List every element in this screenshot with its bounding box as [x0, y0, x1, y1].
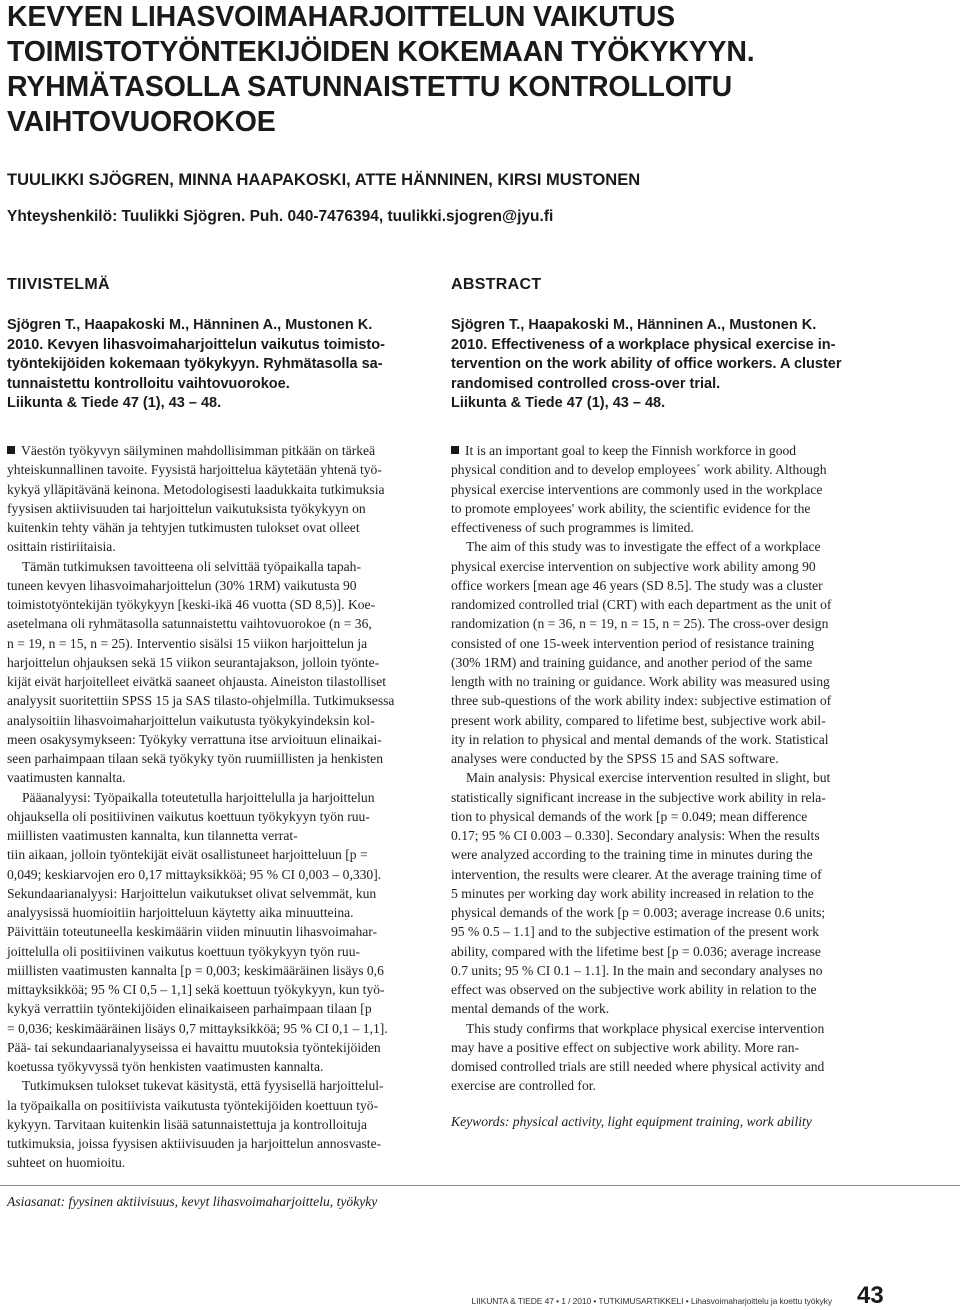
- text-line-content: kykyyn. Tarvitaan kuitenkin lisää satunnaistettuja ja kontrolloituja: [7, 1116, 368, 1132]
- text-line: [451, 672, 881, 691]
- text-line-content: physical condition and to develop employees´ work ability. Although: [451, 462, 827, 478]
- english-keywords: Keywords: physical activity, light equipment training, work ability: [451, 1114, 812, 1129]
- text-line: [7, 595, 439, 614]
- text-line: [451, 441, 881, 460]
- text-line-content: yhteiskunnallinen tavoite. Fyysistä harjoittelua käytetään yhtenä työ-: [7, 462, 382, 478]
- text-line: [451, 1057, 881, 1076]
- text-line: [7, 768, 439, 787]
- abstract-paragraph: [7, 788, 439, 1077]
- text-line-content: effect was observed on the subjective work ability in relation to the: [451, 982, 817, 997]
- text-line: [7, 730, 439, 749]
- text-line-content: Pää- tai sekundaarianalyyseissa ei havaittu muutoksia työntekijöiden: [7, 1039, 381, 1055]
- title-line: TOIMISTOTYÖNTEKIJÖIDEN KOKEMAAN TYÖKYKYYN.: [7, 36, 755, 68]
- finnish-citation: [7, 316, 439, 414]
- citation-line: Sjögren T., Haapakoski M., Hänninen A., Mustonen K.: [7, 317, 373, 333]
- text-line-content: Tämän tutkimuksen tavoitteena oli selvittää työpaikalla tapah-: [22, 558, 361, 574]
- text-line-content: toimistotyöntekijän työkykyyn [keski-ikä 46 vuotta (SD 8,5)]. Koe-: [7, 597, 376, 612]
- text-line: [7, 903, 439, 922]
- text-line-content: osittain ristiriitaisia.: [7, 539, 116, 555]
- text-line: [7, 691, 439, 710]
- text-line: [7, 711, 439, 730]
- text-line-content: randomized controlled trial (CRT) with each department as the unit of: [451, 597, 832, 612]
- text-line-content: statistically significant increase in the subjective work ability in rela-: [451, 789, 826, 805]
- text-line: [451, 518, 881, 537]
- text-line: [451, 826, 881, 845]
- text-line-content: analyysissä huomioitiin harjoitteluun käytetty aika minuutteina.: [7, 905, 354, 920]
- text-line-content: domised controlled trials are still needed where physical activity and: [451, 1059, 825, 1074]
- text-line-content: meen osakysymykseen: Työkyky verrattuna itse arvioituun elinaikai-: [7, 731, 382, 747]
- text-line-content: Pääanalyysi: Työpaikalla toteutetulla harjoittelulla ja harjoittelun: [22, 789, 375, 805]
- text-line: [7, 614, 439, 633]
- abstract-paragraph: [451, 537, 881, 768]
- citation-line: Liikunta & Tiede 47 (1), 43 – 48.: [7, 395, 222, 412]
- abstract-heading: ABSTRACT: [451, 276, 542, 293]
- text-line: [7, 441, 439, 460]
- text-line: [451, 903, 881, 922]
- text-line: [451, 845, 881, 864]
- text-line-content: kykyä ylläpitävänä keinona. Metodologisesti laadukkaita tutkimuksia: [7, 481, 385, 497]
- text-line: [451, 730, 881, 749]
- text-line-content: exercise are controlled for.: [451, 1078, 596, 1094]
- text-line-content: koetussa työkyvyssä työn henkisten vaatimusten kannalta.: [7, 1059, 324, 1074]
- citation-line: randomised controlled cross-over trial.: [451, 375, 721, 392]
- tiivistelma-heading: TIIVISTELMÄ: [7, 276, 110, 293]
- text-line-content: tiin aikaan, jolloin työntekijät eivät osallistuneet harjoitteluun [p =: [7, 847, 368, 863]
- text-line-content: ohjauksella oli positiivinen vaikutus koettuun työkykyyn työn ruu-: [7, 808, 370, 824]
- text-line-content: The aim of this study was to investigate the effect of a workplace: [466, 539, 821, 555]
- text-line-content: asetelmana oli ryhmätasolla satunnaistettu vaihtovuorokoe (n = 36,: [7, 616, 372, 632]
- finnish-abstract-body: [7, 441, 439, 1173]
- text-line: [7, 518, 439, 537]
- text-line-content: kijät eivät harjoitelleet eivätkä saaneet ohjausta. Aineiston tilastolliset: [7, 674, 386, 689]
- contact-info: Yhteyshenkilö: Tuulikki Sjögren. Puh. 040-7476394, tuulikki.sjogren@jyu.fi: [7, 208, 554, 225]
- text-line: [451, 788, 881, 807]
- text-line: [451, 999, 881, 1018]
- text-line-content: effectiveness of such programmes is limited.: [451, 520, 694, 535]
- text-line: [451, 595, 881, 614]
- text-line-content: tion to physical demands of the work [p = 0.049; mean difference: [451, 808, 808, 824]
- text-line-content: miillisten vaatimusten kannalta [p = 0,003; keskimääräinen lisäys 0,6: [7, 962, 384, 978]
- text-line: [7, 980, 439, 999]
- text-line: [7, 845, 439, 864]
- text-line: [7, 653, 439, 672]
- text-line-content: Main analysis: Physical exercise intervention resulted in slight, but: [466, 770, 831, 786]
- text-line-content: mittayksikköä; 95 % CI 0,5 – 1,1] sekä koettuun työkykyyn, kun työ-: [7, 982, 385, 997]
- text-line: [451, 807, 881, 826]
- text-line: [7, 1096, 439, 1115]
- text-line-content: Tutkimuksen tulokset tukevat käsitystä, että fyysisellä harjoittelul-: [22, 1078, 384, 1094]
- text-line: [451, 499, 881, 518]
- text-line: [7, 537, 439, 556]
- text-line: [7, 1057, 439, 1076]
- text-line-content: physical demands of the work [p = 0.003; average increase 0.6 units;: [451, 905, 826, 920]
- text-line-content: 0.7 units; 95 % CI 0.1 – 1.1]. In the main and secondary analyses no: [451, 962, 823, 978]
- text-line-content: randomization (n = 36, n = 19, n = 15, n = 25). The cross-over design: [451, 616, 829, 632]
- text-line-content: ability, compared with the lifetime best [p = 0.036; average increase: [451, 943, 821, 959]
- text-line-content: tuneen kevyen lihasvoimaharjoittelun (30% 1RM) vaikutusta 90: [7, 577, 357, 593]
- text-line-content: 0.17; 95 % CI 0.003 – 0.330]. Secondary analysis: When the results: [451, 828, 820, 843]
- text-line-content: kykyä verrattiin työntekijöiden elinaikaiseen parhaimpaan tilaan [p: [7, 1001, 372, 1017]
- text-line-content: to promote employees' work ability, the scientific evidence for the: [451, 500, 811, 516]
- text-line-content: analyysit suoritettiin SPSS 15 ja SAS tilasto-ohjelmilla. Tutkimuksessa: [7, 693, 395, 709]
- text-line: [451, 460, 881, 479]
- text-line-content: kuitenkin tehty vähän ja tehtyjen tutkimusten tulokset ovat olleet: [7, 520, 360, 535]
- text-line: [451, 691, 881, 710]
- text-line: [7, 460, 439, 479]
- text-line-content: consisted of one 15-week intervention period of resistance training: [451, 635, 815, 651]
- text-line-content: Väestön työkyvyn säilyminen mahdollisimman pitkään on tärkeä: [21, 443, 376, 458]
- text-line-content: physical exercise interventions are commonly used in the workplace: [451, 481, 823, 497]
- author-list: TUULIKKI SJÖGREN, MINNA HAAPAKOSKI, ATTE HÄNNINEN, KIRSI MUSTONEN: [7, 171, 641, 189]
- text-line-content: It is an important goal to keep the Finnish workforce in good: [465, 443, 797, 458]
- text-line: [451, 1076, 881, 1095]
- text-line-content: Päivittäin toteutuneella keskimäärin viiden minuutin lihasvoimahar-: [7, 924, 378, 940]
- text-line: [451, 980, 881, 999]
- title-line: RYHMÄTASOLLA SATUNNAISTETTU KONTROLLOITU: [7, 71, 733, 103]
- text-line: [7, 999, 439, 1018]
- text-line: [451, 557, 881, 576]
- abstract-paragraph: [7, 557, 439, 788]
- text-line-content: Sekundaarianalyysi: Harjoittelun vaikutukset olivat selvemmät, kun: [7, 885, 377, 901]
- article-title: [7, 0, 947, 140]
- english-citation: [451, 316, 881, 414]
- text-line-content: length with no training or guidance. Work ability was measured using: [451, 674, 830, 689]
- title-line: VAIHTOVUOROKOE: [7, 106, 276, 138]
- text-line-content: three sub-questions of the work ability index: subjective estimation of: [451, 693, 832, 709]
- abstract-paragraph: [7, 1076, 439, 1172]
- text-line: [451, 884, 881, 903]
- english-abstract-body: [451, 441, 881, 1096]
- page-number: 43: [857, 1282, 884, 1309]
- text-line: [7, 826, 439, 845]
- text-line: [451, 537, 881, 556]
- text-line: [451, 749, 881, 768]
- text-line-content: intervention, the results were clearer. At the average training time of: [451, 866, 822, 882]
- text-line-content: 0,049; keskiarvojen ero 0,17 mittayksikköä; 95 % CI 0,003 – 0,330].: [7, 866, 382, 882]
- text-line: [451, 634, 881, 653]
- text-line-content: physical exercise intervention on subjective work ability among 90: [451, 558, 816, 574]
- citation-line: tervention on the work ability of office workers. A cluster: [451, 356, 842, 373]
- text-line: [7, 884, 439, 903]
- text-line: [7, 499, 439, 518]
- text-line-content: seen parhaimpaan tilaan sekä työkyky työn ruumiillisten ja henkisten: [7, 751, 383, 766]
- text-line: [451, 1019, 881, 1038]
- section-bullet-icon: [7, 446, 15, 454]
- text-line: [7, 961, 439, 980]
- text-line-content: analysoitiin lihasvoimaharjoittelun vaikutusta työkykyindeksin kol-: [7, 712, 375, 728]
- text-line: [7, 788, 439, 807]
- text-line-content: joittelulla oli positiivinen vaikutus koettuun työkykyyn työn ruu-: [7, 943, 361, 959]
- footer-divider: [0, 1185, 960, 1186]
- text-line-content: 5 minutes per working day work ability increased in relation to the: [451, 885, 814, 901]
- text-line-content: mental demands of the work.: [451, 1001, 610, 1017]
- text-line: [7, 1019, 439, 1038]
- text-line: [451, 961, 881, 980]
- text-line: [7, 480, 439, 499]
- text-line-content: analyses were conducted by the SPSS 15 and SAS software.: [451, 751, 779, 766]
- text-line: [451, 576, 881, 595]
- text-line-content: ity in relation to physical and mental demands of the work. Statistical: [451, 731, 829, 747]
- text-line: [451, 865, 881, 884]
- text-line: [7, 922, 439, 941]
- text-line: [7, 865, 439, 884]
- text-line-content: This study confirms that workplace physical exercise intervention: [466, 1020, 825, 1036]
- text-line-content: office workers [mean age 46 years (SD 8.5]. The study was a cluster: [451, 577, 823, 593]
- text-line-content: miillisten vaatimusten kannalta, kun tilannetta verrat-: [7, 828, 298, 843]
- text-line-content: harjoittelun ohjauksen sekä 15 viikon seurantajakson, jolloin työnte-: [7, 654, 380, 670]
- text-line-content: tutkimuksia, joissa fyysisen aktiivisuuden ja harjoittelun annosvaste-: [7, 1136, 382, 1151]
- text-line: [451, 480, 881, 499]
- text-line: [451, 614, 881, 633]
- text-line: [7, 1038, 439, 1057]
- text-line-content: 95 % 0.5 – 1.1] and to the subjective estimation of the present work: [451, 924, 820, 940]
- text-line: [451, 922, 881, 941]
- text-line: [451, 768, 881, 787]
- citation-line: 2010. Kevyen lihasvoimaharjoittelun vaikutus toimisto-: [7, 336, 385, 353]
- finnish-keywords: Asiasanat: fyysinen aktiivisuus, kevyt lihasvoimaharjoittelu, työkyky: [7, 1194, 378, 1209]
- text-line: [7, 1115, 439, 1134]
- text-line-content: were analyzed according to the training time in minutes during the: [451, 847, 813, 863]
- citation-line: Sjögren T., Haapakoski M., Hänninen A., Mustonen K.: [451, 317, 817, 333]
- text-line: [7, 634, 439, 653]
- text-line-content: may have a positive effect on subjective work ability. More ran-: [451, 1039, 800, 1055]
- text-line: [451, 711, 881, 730]
- text-line: [7, 557, 439, 576]
- text-line-content: la työpaikalla on positiivista vaikutusta työntekijöiden koettuun työ-: [7, 1097, 379, 1113]
- text-line: [7, 672, 439, 691]
- text-line: [7, 1153, 439, 1172]
- text-line-content: present work ability, compared to lifetime best, subjective work abil-: [451, 712, 826, 728]
- text-line-content: = 0,036; keskimääräinen lisäys 0,7 mittayksikköä; 95 % CI 0,1 – 1,1].: [7, 1020, 388, 1036]
- section-bullet-icon: [451, 446, 459, 454]
- text-line: [7, 1076, 439, 1095]
- text-line-content: suhteet on huomioitu.: [7, 1155, 126, 1171]
- text-line: [451, 653, 881, 672]
- citation-line: työntekijöiden kokemaan työkykyyn. Ryhmätasolla sa-: [7, 356, 383, 373]
- text-line-content: vaatimusten kannalta.: [7, 770, 126, 786]
- text-line: [7, 576, 439, 595]
- text-line: [7, 749, 439, 768]
- text-line-content: n = 19, n = 15, n = 25). Interventio sisälsi 15 viikon harjoittelun ja: [7, 635, 368, 651]
- abstract-paragraph: [451, 1019, 881, 1096]
- citation-line: Liikunta & Tiede 47 (1), 43 – 48.: [451, 395, 666, 412]
- running-footer: LIIKUNTA & TIEDE 47 • 1 / 2010 • TUTKIMUSARTIKKELI • Lihasvoimaharjoittelu ja koettu työkyky: [471, 1296, 832, 1306]
- citation-line: tunnaistettu kontrolloitu vaihtovuorokoe.: [7, 375, 290, 392]
- text-line: [451, 942, 881, 961]
- text-line: [7, 942, 439, 961]
- title-line: KEVYEN LIHASVOIMAHARJOITTELUN VAIKUTUS: [7, 1, 675, 33]
- abstract-paragraph: [451, 768, 881, 1018]
- text-line-content: (30% 1RM) and training guidance, and another period of the same: [451, 654, 813, 670]
- text-line-content: fyysisen aktiivisuuden tai harjoittelun vaikutuksista työkykyyn on: [7, 500, 366, 516]
- text-line: [451, 1038, 881, 1057]
- text-line: [7, 807, 439, 826]
- abstract-paragraph: [7, 441, 439, 557]
- text-line: [7, 1134, 439, 1153]
- citation-line: 2010. Effectiveness of a workplace physical exercise in-: [451, 336, 836, 353]
- abstract-paragraph: [451, 441, 881, 537]
